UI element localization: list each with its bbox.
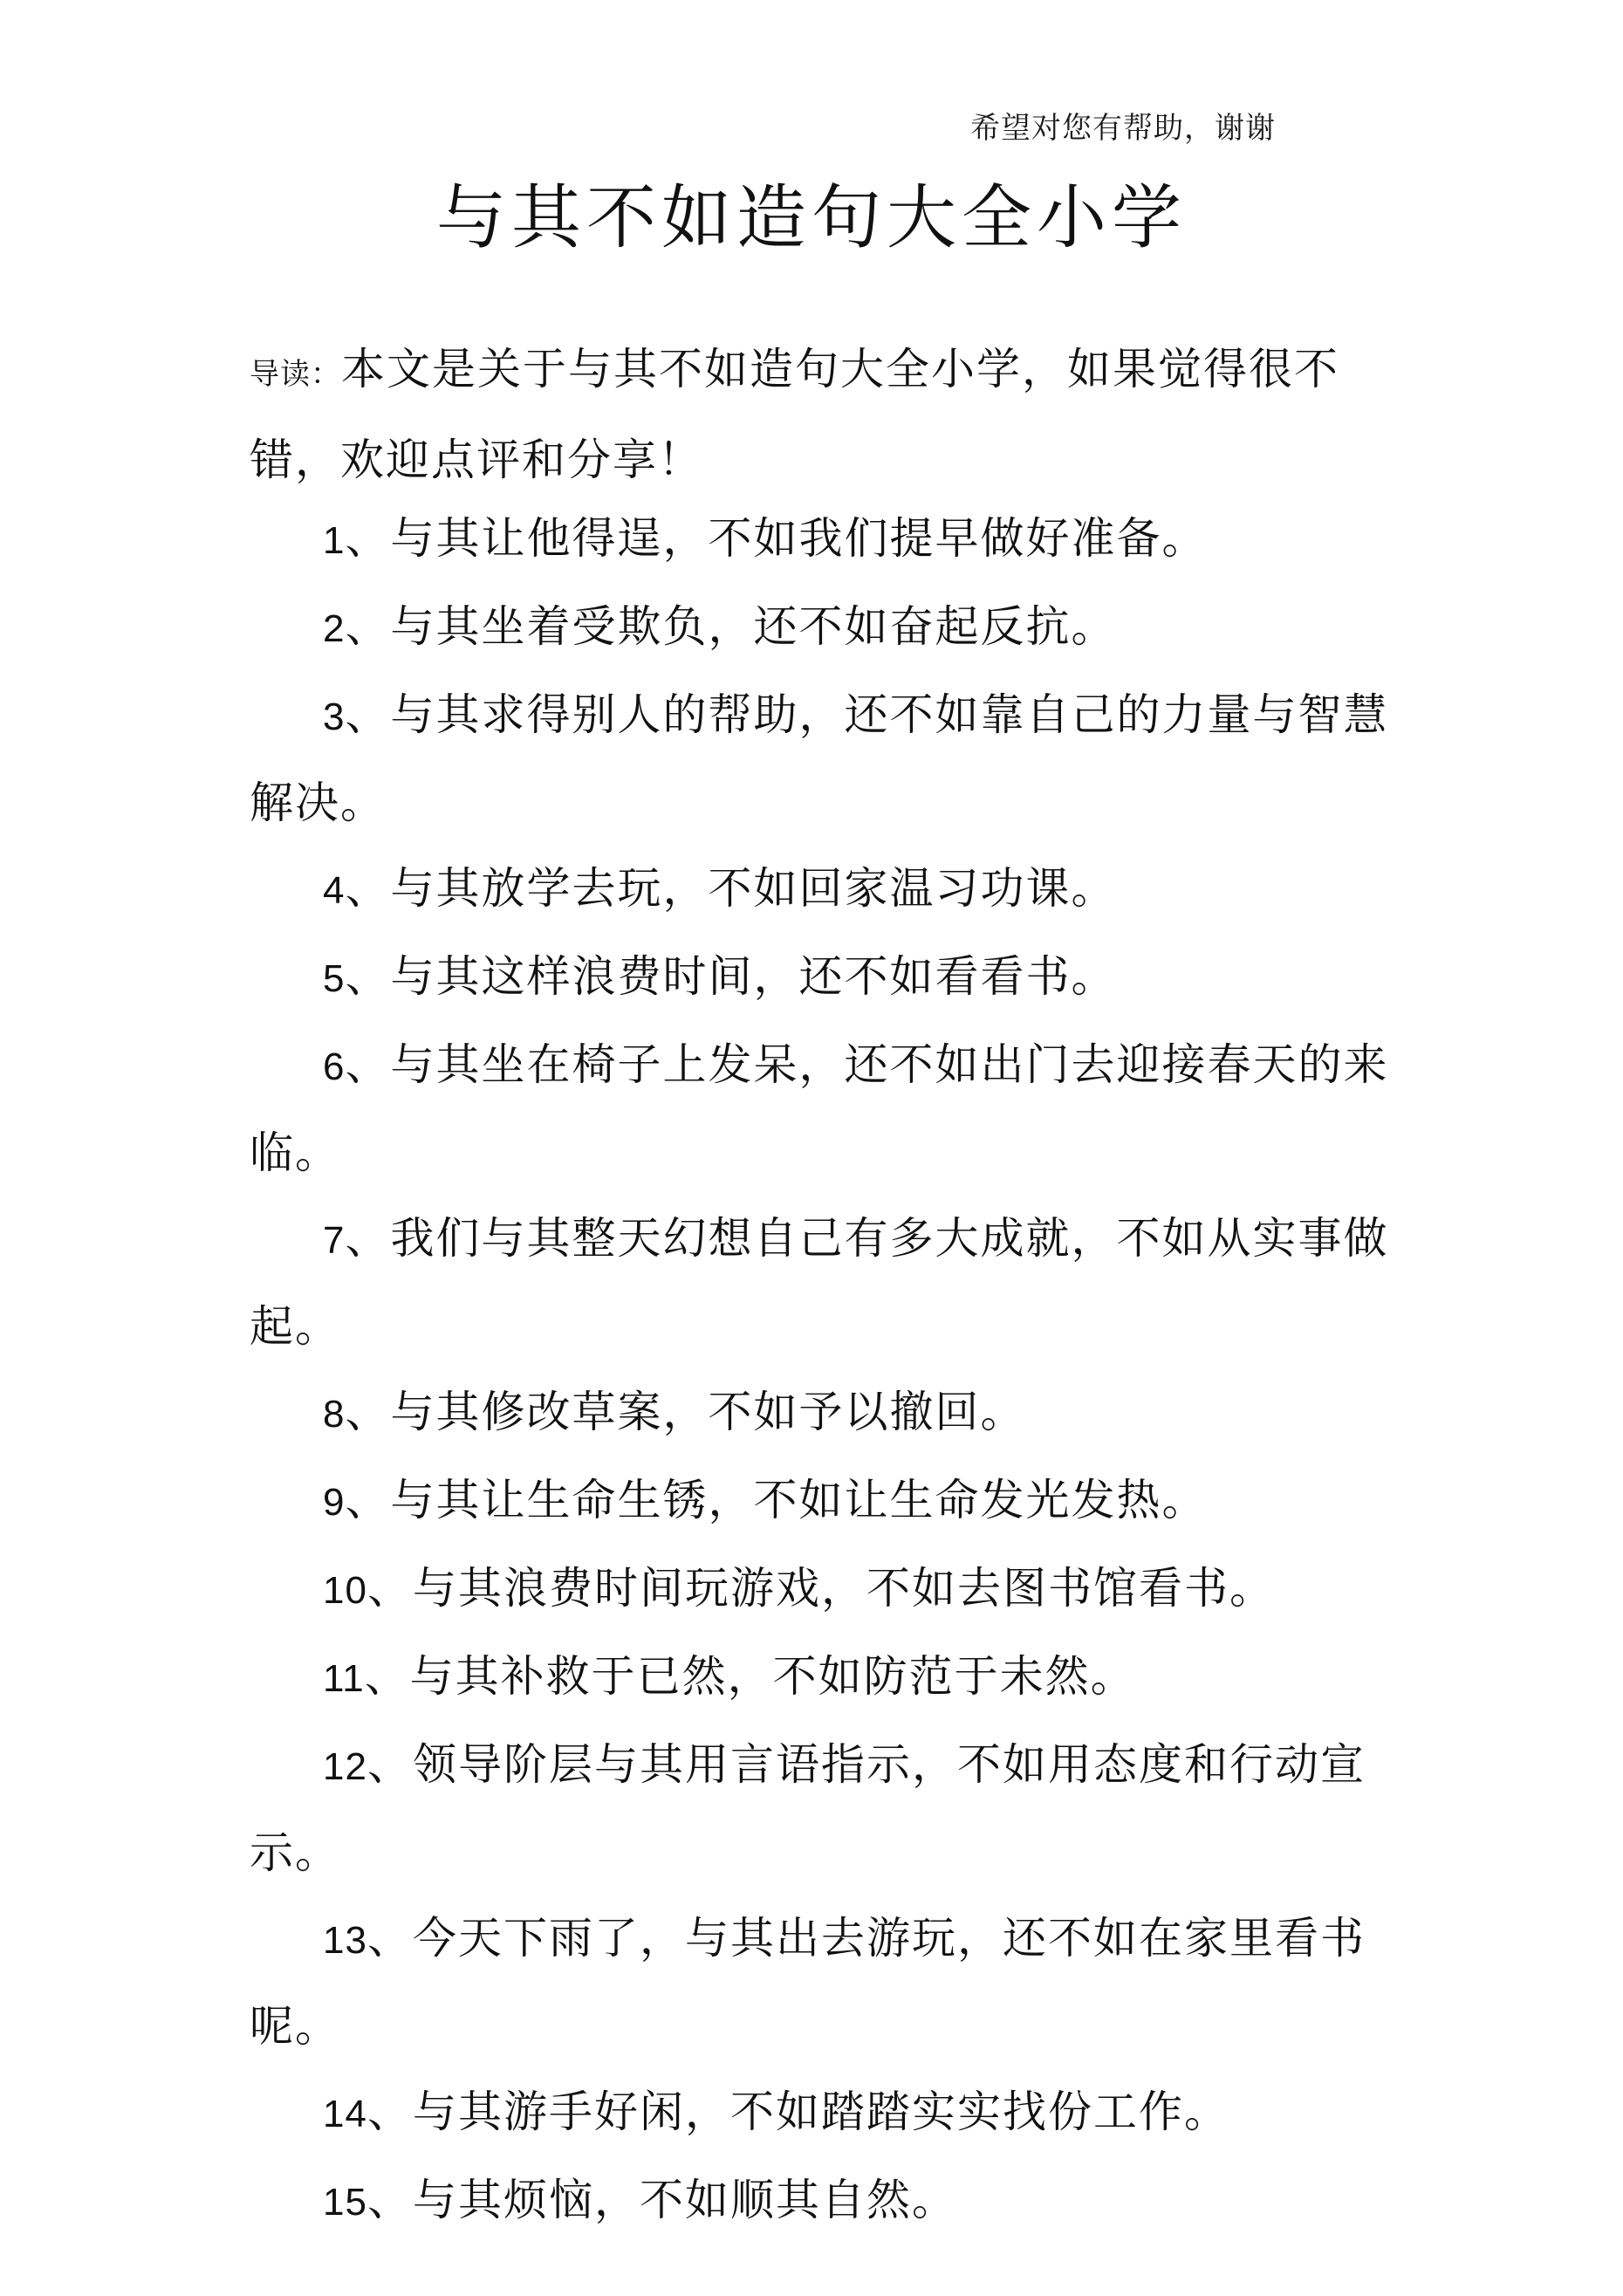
- sentence-number: 10: [323, 1569, 367, 1612]
- sentence-number: 7: [323, 1219, 346, 1262]
- sentence-text: 、与其放学去玩，不如回家温习功课。: [345, 863, 1117, 914]
- sentence-text: 、与其坐着受欺负，还不如奋起反抗。: [345, 601, 1117, 652]
- header-note: 希望对您有帮助，谢谢: [970, 111, 1276, 146]
- document-title: 与其不如造句大全小学: [436, 177, 1187, 258]
- sentence-text: 、与其坐在椅子上发呆，还不如出门去迎接春天的来临。: [250, 1039, 1389, 1178]
- sentence-number: 5: [323, 957, 346, 1000]
- sentence-item: [250, 672, 1410, 846]
- intro-lead: 导读：: [250, 357, 341, 392]
- sentence-text: 、领导阶层与其用言语指示，不如用态度和行动宣示。: [250, 1739, 1366, 1878]
- sentence-text: 、与其烦恼，不如顺其自然。: [366, 2175, 957, 2225]
- sentence-text: 、与其这样浪费时间，还不如看看书。: [345, 951, 1117, 1002]
- sentence-number: 6: [323, 1045, 346, 1088]
- sentence-item: [250, 1634, 1410, 1722]
- sentence-item: [250, 846, 1410, 934]
- sentence-text: 、与其修改草案，不如予以撤回。: [345, 1387, 1026, 1437]
- sentence-item: [250, 934, 1410, 1022]
- sentence-item: [250, 584, 1410, 672]
- sentence-text: 、我们与其整天幻想自己有多大成就，不如从实事做起。: [250, 1213, 1389, 1352]
- sentence-text: 、与其让他得逞，不如我们提早做好准备。: [345, 513, 1208, 564]
- sentence-item: [250, 1196, 1410, 1369]
- sentence-number: 8: [323, 1393, 346, 1436]
- sentence-number: 4: [323, 869, 346, 912]
- sentence-number: 9: [323, 1481, 346, 1524]
- sentence-item: [250, 2157, 1410, 2245]
- sentence-text: 、今天下雨了，与其出去游玩，还不如在家里看书呢。: [250, 1913, 1366, 2052]
- sentence-item: [250, 1722, 1410, 1895]
- sentence-text: 、与其补救于已然，不如防范于未然。: [364, 1651, 1136, 1702]
- sentence-list: [250, 496, 1410, 2245]
- sentence-item: [250, 496, 1410, 584]
- sentence-item: [250, 1546, 1410, 1634]
- sentence-text: 、与其求得别人的帮助，还不如靠自己的力量与智慧解决。: [250, 689, 1389, 828]
- sentence-number: 13: [323, 1919, 367, 1962]
- sentence-text: 、与其浪费时间玩游戏，不如去图书馆看书。: [366, 1563, 1275, 1614]
- sentence-number: 14: [323, 2093, 367, 2135]
- sentence-number: 15: [323, 2181, 367, 2224]
- sentence-number: 2: [323, 607, 346, 650]
- intro-text: 本文是关于与其不如造句大全小学，如果觉得很不错，欢迎点评和分享！: [250, 344, 1339, 485]
- sentence-text: 、与其游手好闲，不如踏踏实实找份工作。: [366, 2087, 1229, 2137]
- sentence-number: 1: [323, 519, 346, 562]
- intro-paragraph: [250, 326, 1401, 503]
- sentence-item: [250, 1022, 1410, 1196]
- sentence-item: [250, 1895, 1410, 2069]
- sentence-number: 11: [323, 1657, 365, 1700]
- sentence-text: 、与其让生命生锈，不如让生命发光发热。: [345, 1475, 1208, 1525]
- sentence-item: [250, 2069, 1410, 2157]
- sentence-item: [250, 1457, 1410, 1546]
- sentence-number: 3: [323, 696, 346, 738]
- sentence-item: [250, 1369, 1410, 1457]
- sentence-number: 12: [323, 1745, 367, 1788]
